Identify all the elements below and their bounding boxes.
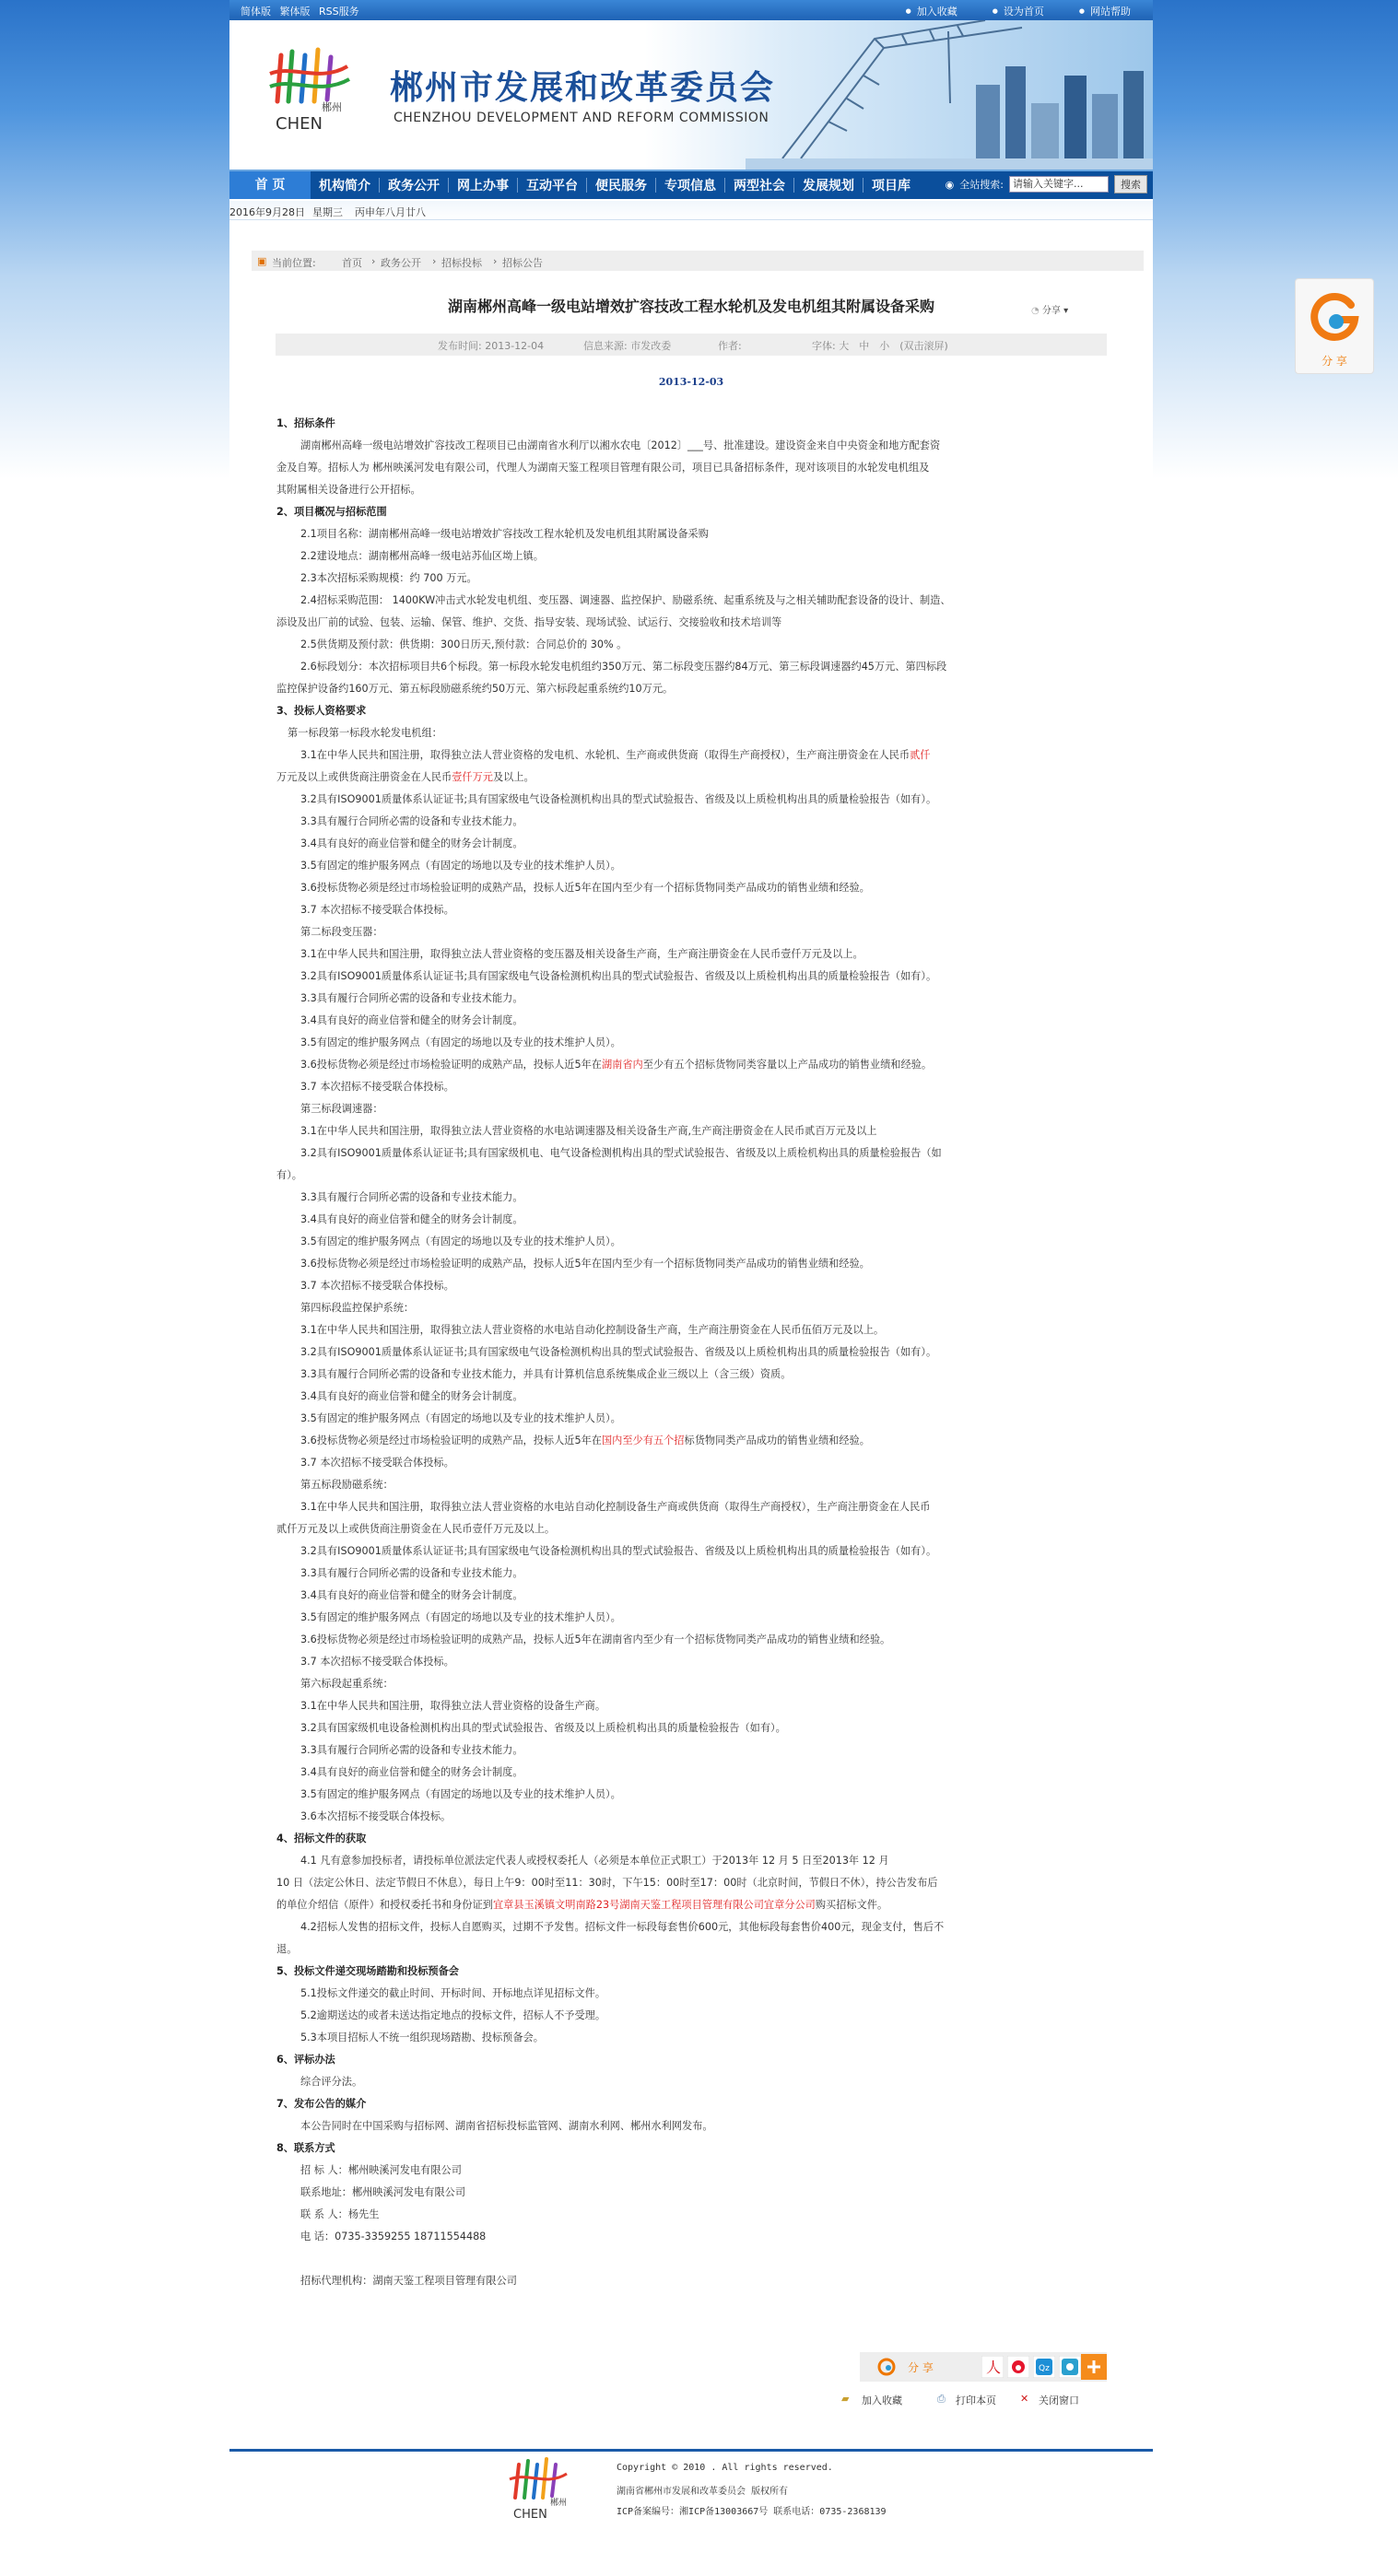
line-text: 招 标 人：郴州映溪河发电有限公司 bbox=[300, 2164, 462, 2176]
add-favorite-button[interactable]: 加入收藏 bbox=[862, 2395, 902, 2406]
line-text: 7、发布公告的媒介 bbox=[276, 2098, 367, 2110]
paragraph-line bbox=[276, 1209, 1097, 1231]
line-text: 3.4具有良好的商业信誉和健全的财务会计制度。 bbox=[300, 1390, 523, 1402]
current-date: 2016年9月28日 bbox=[229, 206, 305, 218]
paragraph-line bbox=[276, 1275, 1097, 1297]
paragraph-line bbox=[276, 1496, 1097, 1518]
close-icon: ✕ bbox=[1020, 2393, 1029, 2405]
paragraph-line bbox=[276, 2248, 1097, 2270]
line-text: 2.5供货期及预付款：供货期：300日历天,预付款：合同总价的 30% 。 bbox=[300, 638, 628, 650]
paragraph-line bbox=[276, 1098, 1097, 1120]
paragraph-line bbox=[276, 1585, 1097, 1607]
nav-item-interaction[interactable]: 互动平台 bbox=[526, 179, 578, 193]
line-text: 10 日（法定公休日、法定节假日不休息），每日上午9：00时至11：30时，下午15：00时至17：00时（北京时间，节假日不休），持公告发布后 bbox=[276, 1877, 938, 1889]
paragraph-line bbox=[276, 612, 1097, 634]
site-header bbox=[229, 20, 1153, 170]
paragraph-line bbox=[276, 899, 1097, 921]
line-text: 4.2招标人发售的招标文件，投标人自愿购买，过期不予发售。招标文件一标段每套售价600元，其他标段每套售价400元，现金支付，售后不 bbox=[300, 1921, 945, 1933]
city-skyline-banner bbox=[746, 20, 1153, 170]
current-weekday: 星期三 bbox=[312, 206, 343, 218]
footer-icp: ICP备案编号：湘ICP备13003667号 联系电话：0735-2368139 bbox=[617, 2507, 887, 2517]
info-source: 信息来源: 市发改委 bbox=[583, 340, 672, 352]
line-text: 2.3本次招标采购规模：约 700 万元。 bbox=[300, 572, 477, 584]
paragraph-line bbox=[276, 2005, 1097, 2027]
article-title: 湖南郴州高峰一级电站增效扩容技改工程水轮机及发电机组其附属设备采购 bbox=[447, 298, 934, 315]
line-text: 3.3具有履行合同所必需的设备和专业技术能力。 bbox=[300, 1567, 523, 1579]
paragraph-line bbox=[276, 811, 1097, 833]
line-text: 第二标段变压器： bbox=[300, 926, 383, 938]
line-text: 3.6投标货物必须是经过市场检验证明的成熟产品，投标人近5年在国内至少有一个招标货物同类产品成功的销售业绩和经验。 bbox=[300, 1258, 870, 1270]
breadcrumb-sep: › bbox=[371, 255, 376, 267]
paragraph-line bbox=[276, 1806, 1097, 1828]
line-text: 3.6投标货物必须是经过市场检验证明的成熟产品，投标人近5年在 bbox=[300, 1434, 602, 1446]
share-bar-label[interactable]: 分 享 bbox=[908, 2361, 934, 2374]
line-text: 3.3具有履行合同所必需的设备和专业技术能力，并具有计算机信息系统集成企业三级以上（含三级）资质。 bbox=[300, 1368, 792, 1380]
site-subtitle: CHENZHOU DEVELOPMENT AND REFORM COMMISSION bbox=[394, 111, 769, 125]
paragraph-line bbox=[276, 523, 1097, 545]
page-container bbox=[229, 0, 1153, 2576]
simplified-link[interactable]: 简体版 bbox=[241, 6, 271, 18]
close-window-button[interactable]: 关闭窗口 bbox=[1039, 2395, 1079, 2406]
paragraph-line bbox=[276, 722, 1097, 744]
paragraph-line bbox=[276, 1739, 1097, 1762]
paragraph-line bbox=[276, 457, 1097, 479]
line-text: 4、招标文件的获取 bbox=[276, 1832, 367, 1844]
line-text: 万元及以上或供货商注册资金在人民币 bbox=[276, 771, 452, 783]
line-text: 其附属相关设备进行公开招标。 bbox=[276, 484, 421, 496]
line-text: 3.3具有履行合同所必需的设备和专业技术能力。 bbox=[300, 815, 523, 827]
nav-item-special-info[interactable]: 专项信息 bbox=[664, 179, 716, 193]
date-bar bbox=[229, 201, 1153, 220]
line-text: 金及自筹。招标人为 郴州映溪河发电有限公司，代理人为湖南天鉴工程项目管理有限公司，项目已具备招标条件，现对该项目的水轮发电机组及 bbox=[276, 462, 930, 474]
logo-text: 郴州 bbox=[322, 101, 342, 113]
line-text: 8、联系方式 bbox=[276, 2142, 335, 2154]
chevron-down-icon: ▾ bbox=[1063, 306, 1069, 316]
paragraph-line bbox=[276, 2115, 1097, 2137]
footer-logo-text: 郴州 bbox=[550, 2499, 568, 2508]
line-text: 5.3本项目招标人不统一组织现场踏勘、投标预备会。 bbox=[300, 2032, 544, 2043]
paragraph-line bbox=[276, 2270, 1097, 2292]
paragraph-line bbox=[276, 1408, 1097, 1430]
line-text: 贰仟万元及以上或供货商注册资金在人民币壹仟万元及以上。 bbox=[276, 1523, 556, 1535]
line-text: 第五标段励磁系统： bbox=[300, 1479, 394, 1491]
line-text: 5.1投标文件递交的截止时间、开标时间、开标地点详见招标文件。 bbox=[300, 1987, 606, 1999]
paragraph-line bbox=[276, 1673, 1097, 1695]
line-text: 湖南郴州高峰一级电站增效扩容技改工程项目已由湖南省水利厅以湘水农电〔2012〕___号、批准建设。建设资金来自中央资金和地方配套资 bbox=[300, 439, 941, 451]
paragraph-line bbox=[276, 2027, 1097, 2049]
line-text: 3.1在中华人民共和国注册，取得独立法人营业资格的水电站调速器及相关设备生产商,生产商注册资金在人民币贰百万元及以上 bbox=[300, 1125, 877, 1137]
paragraph-line bbox=[276, 1386, 1097, 1408]
share-label: 分享 bbox=[1041, 306, 1061, 316]
nav-item-org[interactable]: 机构简介 bbox=[319, 179, 370, 193]
site-title: 郴州市发展和改革委员会 bbox=[390, 68, 776, 107]
paragraph-line bbox=[276, 1010, 1097, 1032]
line-text: 第三标段调速器： bbox=[300, 1103, 383, 1115]
line-text: 3.6投标货物必须是经过市场检验证明的成熟产品，投标人近5年在湖南省内至少有一个招标货物同类产品成功的销售业绩和经验。 bbox=[300, 1633, 891, 1645]
paragraph-line bbox=[276, 435, 1097, 457]
site-footer bbox=[229, 2449, 1153, 2523]
paragraph-line bbox=[276, 2182, 1097, 2204]
paragraph-line bbox=[276, 1142, 1097, 1165]
section-heading bbox=[276, 2137, 1097, 2160]
paragraph-line bbox=[276, 678, 1097, 700]
paragraph-line bbox=[276, 1364, 1097, 1386]
print-icon: ⎙ bbox=[937, 2393, 946, 2405]
paragraph-line bbox=[276, 943, 1097, 966]
highlight-text: 贰仟 bbox=[910, 749, 931, 761]
paragraph-line bbox=[276, 1717, 1097, 1739]
logo-en: CHEN bbox=[276, 114, 323, 134]
highlight-text: 宜章县玉溪镇文明南路23号湖南天鉴工程项目管理有限公司宜章分公司 bbox=[492, 1899, 816, 1911]
print-button[interactable]: 打印本页 bbox=[956, 2395, 996, 2406]
line-text: 3.6投标货物必须是经过市场检验证明的成熟产品，投标人近5年在国内至少有一个招标货物同类产品成功的销售业绩和经验。 bbox=[300, 882, 870, 894]
more-share-icon[interactable] bbox=[1081, 2354, 1107, 2380]
paragraph-line bbox=[276, 988, 1097, 1010]
line-text: 3.3具有履行合同所必需的设备和专业技术能力。 bbox=[300, 992, 523, 1004]
line-text: 3.5有固定的维护服务网点（有固定的场地以及专业的技术维护人员）。 bbox=[300, 1036, 621, 1048]
paragraph-line bbox=[276, 634, 1097, 656]
author: 作者: bbox=[718, 340, 742, 352]
line-text: 3.3具有履行合同所必需的设备和专业技术能力。 bbox=[300, 1744, 523, 1756]
svg-text:人: 人 bbox=[986, 2359, 1002, 2376]
breadcrumb-sep: › bbox=[432, 255, 437, 267]
line-text: 的单位介绍信（原件）和授权委托书和身份证到 bbox=[276, 1899, 493, 1911]
paragraph-line bbox=[276, 1784, 1097, 1806]
section-heading bbox=[276, 2093, 1097, 2115]
breadcrumb-gov-open[interactable]: 政务公开 bbox=[381, 257, 421, 269]
publish-time: 发布时间: 2013-12-04 bbox=[438, 340, 545, 352]
floating-share-label: 分 享 bbox=[1322, 355, 1347, 368]
footer-logo-en: CHEN bbox=[513, 2508, 547, 2522]
paragraph-line bbox=[276, 1872, 1097, 1894]
paragraph-line bbox=[276, 1297, 1097, 1319]
section-heading bbox=[276, 1961, 1097, 1983]
line-text: 3.7 本次招标不接受联合体投标。 bbox=[300, 1081, 454, 1093]
line-text: 2.4招标采购范围： 1400KW冲击式水轮发电机组、变压器、调速器、监控保护、励磁系统、起重系统及与之相关辅助配套设备的设计、制造、 bbox=[300, 594, 951, 606]
share-icon: ◔ bbox=[1031, 306, 1040, 316]
search-button[interactable]: 搜索 bbox=[1114, 175, 1147, 193]
line-text: 联系地址：郴州映溪河发电有限公司 bbox=[300, 2186, 466, 2198]
paragraph-line bbox=[276, 1319, 1097, 1341]
line-text: 5.2逾期送达的或者未送达指定地点的投标文件，招标人不予受理。 bbox=[300, 2009, 606, 2021]
nav-item-two-type-society[interactable]: 两型社会 bbox=[734, 179, 785, 193]
breadcrumb-sep: › bbox=[493, 255, 498, 267]
set-homepage-link[interactable]: ● 设为首页 bbox=[993, 4, 1044, 18]
paragraph-line bbox=[276, 921, 1097, 943]
line-text: 3.1在中华人民共和国注册，取得独立法人营业资格的发电机、水轮机、生产商或供货商（取得生产商授权），生产商注册资金在人民币 bbox=[300, 749, 910, 761]
line-text: 退。 bbox=[276, 1943, 298, 1955]
paragraph-line bbox=[276, 1231, 1097, 1253]
utility-links bbox=[906, 4, 1131, 18]
svg-text:Qz: Qz bbox=[1039, 2364, 1050, 2373]
line-text: 3.6投标货物必须是经过市场检验证明的成熟产品，投标人近5年在 bbox=[300, 1059, 602, 1071]
line-text: 3.6本次招标不接受联合体投标。 bbox=[300, 1810, 452, 1822]
paragraph-line bbox=[276, 479, 1097, 501]
line-text: 3.2具有ISO9001质量体系认证证书;具有国家级机电、电气设备检测机构出具的型式试验报告、省级及以上质检机构出具的质量检验报告（如 bbox=[300, 1147, 942, 1159]
add-favorite-link[interactable]: ● 加入收藏 bbox=[906, 4, 957, 18]
line-text: 第四标段监控保护系统： bbox=[300, 1302, 415, 1314]
lunar-date: 丙申年八月廿八 bbox=[355, 206, 426, 218]
line-text: 第六标段起重系统： bbox=[300, 1678, 394, 1690]
paragraph-line bbox=[276, 656, 1097, 678]
line-text: 购买招标文件。 bbox=[815, 1899, 888, 1911]
tencent-weibo-icon[interactable] bbox=[1059, 2356, 1081, 2378]
line-text: 电 话：0735-3359255 18711554488 bbox=[300, 2231, 487, 2242]
paragraph-line bbox=[276, 1032, 1097, 1054]
traditional-link[interactable]: 繁体版 bbox=[279, 6, 311, 18]
paragraph-line bbox=[276, 833, 1097, 855]
paragraph-line bbox=[276, 1629, 1097, 1651]
breadcrumb-notice[interactable]: 招标公告 bbox=[502, 257, 543, 269]
paragraph-line bbox=[276, 2226, 1097, 2248]
nav-item-planning[interactable]: 发展规划 bbox=[803, 179, 854, 193]
breadcrumb-label: 当前位置: bbox=[272, 257, 316, 269]
paragraph-line bbox=[276, 2160, 1097, 2182]
footer-logo bbox=[506, 2457, 580, 2522]
search-icon: ◉ bbox=[945, 178, 955, 191]
line-text: 3.2具有ISO9001质量体系认证证书;具有国家级电气设备检测机构出具的型式试验报告、省级及以上质检机构出具的质量检验报告（如有）。 bbox=[300, 970, 937, 982]
paragraph-line bbox=[276, 1916, 1097, 1938]
paragraph-line bbox=[276, 767, 1097, 789]
line-text: 3.2具有国家级机电设备检测机构出具的型式试验报告、省级及以上质检机构出具的质量检验报告（如有）。 bbox=[300, 1722, 786, 1734]
footer-owner: 湖南省郴州市发展和改革委员会 版权所有 bbox=[617, 2487, 789, 2497]
language-links bbox=[241, 4, 365, 18]
paragraph-line bbox=[276, 966, 1097, 988]
line-text: 3.1在中华人民共和国注册，取得独立法人营业资格的水电站自动化控制设备生产商，生产商注册资金在人民币伍佰万元及以上。 bbox=[300, 1324, 885, 1336]
paragraph-line bbox=[276, 744, 1097, 767]
line-text: 3.4具有良好的商业信誉和健全的财务会计制度。 bbox=[300, 1213, 523, 1225]
breadcrumb-home[interactable]: 首页 bbox=[342, 257, 362, 269]
site-logo[interactable] bbox=[264, 46, 366, 134]
font-size-control[interactable]: 字体: 大 中 小 (双击滚屏) bbox=[812, 340, 948, 352]
paragraph-line bbox=[276, 2204, 1097, 2226]
paragraph-line bbox=[276, 590, 1097, 612]
paragraph-line bbox=[276, 2071, 1097, 2093]
line-text: 第一标段第一标段水轮发电机组： bbox=[288, 727, 442, 739]
site-help-link[interactable]: ● 网站帮助 bbox=[1079, 4, 1131, 18]
paragraph-line bbox=[276, 1850, 1097, 1872]
line-text: 3.4具有良好的商业信誉和健全的财务会计制度。 bbox=[300, 1589, 523, 1601]
line-text: 3.7 本次招标不接受联合体投标。 bbox=[300, 1457, 454, 1469]
line-text: 3.5有固定的维护服务网点（有固定的场地以及专业的技术维护人员）。 bbox=[300, 1412, 621, 1424]
line-text: 招标代理机构：湖南天鉴工程项目管理有限公司 bbox=[300, 2275, 517, 2287]
line-text: 3、投标人资格要求 bbox=[276, 705, 367, 717]
line-text: 联 系 人：杨先生 bbox=[300, 2208, 380, 2220]
footer-copyright: Copyright © 2010 . All rights reserved. bbox=[617, 2463, 833, 2473]
main-nav bbox=[229, 170, 1153, 199]
paragraph-line bbox=[276, 1474, 1097, 1496]
paragraph-line bbox=[276, 545, 1097, 568]
paragraph-line bbox=[276, 1540, 1097, 1563]
nav-item-project-library[interactable]: 项目库 bbox=[872, 179, 910, 193]
line-text: 监控保护设备约160万元、第五标段励磁系统约50万元、第六标段起重系统约10万元。 bbox=[276, 683, 674, 695]
paragraph-line bbox=[276, 1607, 1097, 1629]
paragraph-line bbox=[276, 1430, 1097, 1452]
section-heading bbox=[276, 1828, 1097, 1850]
share-logo-icon[interactable] bbox=[876, 2358, 897, 2376]
breadcrumb-tender[interactable]: 招标投标 bbox=[441, 257, 482, 269]
line-text: 添设及出厂前的试验、包装、运输、保管、维护、交货、指导安装、现场试验、试运行、交接验收和技术培训等 bbox=[276, 616, 782, 628]
paragraph-line bbox=[276, 1695, 1097, 1717]
section-heading bbox=[276, 501, 1097, 523]
nav-item-online-service[interactable]: 网上办事 bbox=[457, 179, 509, 193]
breadcrumb bbox=[252, 251, 1144, 271]
line-text: 3.5有固定的维护服务网点（有固定的场地以及专业的技术维护人员）。 bbox=[300, 1611, 621, 1623]
floating-share-button[interactable] bbox=[1295, 278, 1374, 374]
section-heading bbox=[276, 700, 1097, 722]
line-text: 3.2具有ISO9001质量体系认证证书;具有国家级电气设备检测机构出具的型式试验报告、省级及以上质检机构出具的质量检验报告（如有）。 bbox=[300, 793, 937, 805]
paragraph-line bbox=[276, 1120, 1097, 1142]
nav-item-public-service[interactable]: 便民服务 bbox=[595, 179, 647, 193]
paragraph-line bbox=[276, 1894, 1097, 1916]
search-label: 全站搜索: bbox=[959, 179, 1004, 191]
line-text: 4.1 凡有意参加投标者，请投标单位派法定代表人或授权委托人（必须是本单位正式职工）于2013年 12 月 5 日至2013年 12 月 bbox=[300, 1855, 889, 1867]
line-text: 3.7 本次招标不接受联合体投标。 bbox=[300, 904, 454, 916]
line-text: 3.1在中华人民共和国注册，取得独立法人营业资格的设备生产商。 bbox=[300, 1700, 606, 1712]
share-logo-icon bbox=[1309, 292, 1360, 344]
line-text: 3.2具有ISO9001质量体系认证证书;具有国家级电气设备检测机构出具的型式试验报告、省级及以上质检机构出具的质量检验报告（如有）。 bbox=[300, 1545, 937, 1557]
paragraph-line bbox=[276, 1563, 1097, 1585]
paragraph-line bbox=[276, 1187, 1097, 1209]
section-heading bbox=[276, 413, 1097, 435]
line-text: 3.4具有良好的商业信誉和健全的财务会计制度。 bbox=[300, 1766, 523, 1778]
highlight-text: 壹仟万元 bbox=[452, 771, 493, 783]
line-text: 3.1在中华人民共和国注册，取得独立法人营业资格的变压器及相关设备生产商，生产商注册资金在人民币壹仟万元及以上。 bbox=[300, 948, 863, 960]
paragraph-line bbox=[276, 1452, 1097, 1474]
weibo-icon[interactable] bbox=[1007, 2356, 1029, 2378]
line-text: 3.4具有良好的商业信誉和健全的财务会计制度。 bbox=[300, 837, 523, 849]
line-text: 2、项目概况与招标范围 bbox=[276, 506, 387, 518]
paragraph-line bbox=[276, 855, 1097, 877]
paragraph-line bbox=[276, 1762, 1097, 1784]
renren-icon[interactable] bbox=[981, 2356, 1004, 2378]
paragraph-line bbox=[276, 1165, 1097, 1187]
top-bar bbox=[229, 0, 1153, 20]
line-text: 标货物同类产品成功的销售业绩和经验。 bbox=[684, 1434, 870, 1446]
line-text: 至少有五个招标货物同类容量以上产品成功的销售业绩和经验。 bbox=[642, 1059, 933, 1071]
line-text: 3.3具有履行合同所必需的设备和专业技术能力。 bbox=[300, 1191, 523, 1203]
line-text: 6、评标办法 bbox=[276, 2054, 335, 2066]
share-bar bbox=[860, 2352, 1107, 2382]
line-text: 2.2建设地点：湖南郴州高峰一级电站苏仙区坳上镇。 bbox=[300, 550, 544, 562]
line-text: 3.5有固定的维护服务网点（有固定的场地以及专业的技术维护人员）。 bbox=[300, 1788, 621, 1800]
paragraph-line bbox=[276, 1076, 1097, 1098]
line-text: 3.1在中华人民共和国注册，取得独立法人营业资格的水电站自动化控制设备生产商或供货商（取得生产商授权），生产商注册资金在人民币 bbox=[300, 1501, 931, 1513]
qzone-icon[interactable] bbox=[1033, 2356, 1055, 2378]
favorite-icon: ▰ bbox=[841, 2393, 850, 2405]
paragraph-line bbox=[276, 789, 1097, 811]
line-text: 3.4具有良好的商业信誉和健全的财务会计制度。 bbox=[300, 1014, 523, 1026]
line-text: 本公告同时在中国采购与招标网、湖南省招标投标监管网、湖南水利网、郴州水利网发布。 bbox=[300, 2120, 713, 2132]
paragraph-line bbox=[276, 877, 1097, 899]
paragraph-line bbox=[276, 1651, 1097, 1673]
line-text: 3.5有固定的维护服务网点（有固定的场地以及专业的技术维护人员）。 bbox=[300, 860, 621, 872]
line-text: 3.7 本次招标不接受联合体投标。 bbox=[300, 1280, 454, 1292]
line-text: 2.1项目名称：湖南郴州高峰一级电站增效扩容技改工程水轮机及发电机组其附属设备采购 bbox=[300, 528, 709, 540]
paragraph-line bbox=[276, 1938, 1097, 1961]
line-text: 1、招标条件 bbox=[276, 417, 335, 429]
nav-home[interactable]: 首 页 bbox=[229, 171, 311, 199]
paragraph-line bbox=[276, 568, 1097, 590]
site-search bbox=[946, 175, 1147, 193]
paragraph-line bbox=[276, 1341, 1097, 1364]
paragraph-line bbox=[276, 1054, 1097, 1076]
article-meta bbox=[276, 334, 1107, 356]
section-heading bbox=[276, 2049, 1097, 2071]
article-date: 2013-12-03 bbox=[658, 376, 724, 388]
rss-link[interactable]: RSS服务 bbox=[319, 6, 359, 18]
nav-item-gov-open[interactable]: 政务公开 bbox=[388, 179, 440, 193]
line-text: 3.7 本次招标不接受联合体投标。 bbox=[300, 1656, 454, 1668]
highlight-text: 湖南省内 bbox=[601, 1059, 643, 1071]
search-input[interactable]: 请输入关键字... bbox=[1009, 176, 1109, 193]
paragraph-line bbox=[276, 1253, 1097, 1275]
line-text: 2.6标段划分：本次招标项目共6个标段。第一标段水轮发电机组约350万元、第二标段变压器约84万元、第三标段调速器约45万元、第四标段 bbox=[300, 661, 947, 673]
paragraph-line bbox=[276, 1518, 1097, 1540]
line-text: 5、投标文件递交现场踏勘和投标预备会 bbox=[276, 1965, 459, 1977]
share-dropdown[interactable] bbox=[1031, 302, 1068, 316]
article-body bbox=[276, 413, 1097, 2292]
location-icon: ▣ bbox=[257, 255, 267, 267]
paragraph-line bbox=[276, 1983, 1097, 2005]
highlight-text: 国内至少有五个招 bbox=[601, 1434, 685, 1446]
line-text: 3.2具有ISO9001质量体系认证证书;具有国家级电气设备检测机构出具的型式试验报告、省级及以上质检机构出具的质量检验报告（如有）。 bbox=[300, 1346, 937, 1358]
line-text: 及以上。 bbox=[492, 771, 535, 783]
line-text: 综合评分法。 bbox=[300, 2076, 363, 2088]
line-text: 有）。 bbox=[276, 1169, 302, 1181]
line-text: 3.5有固定的维护服务网点（有固定的场地以及专业的技术维护人员）。 bbox=[300, 1235, 621, 1247]
